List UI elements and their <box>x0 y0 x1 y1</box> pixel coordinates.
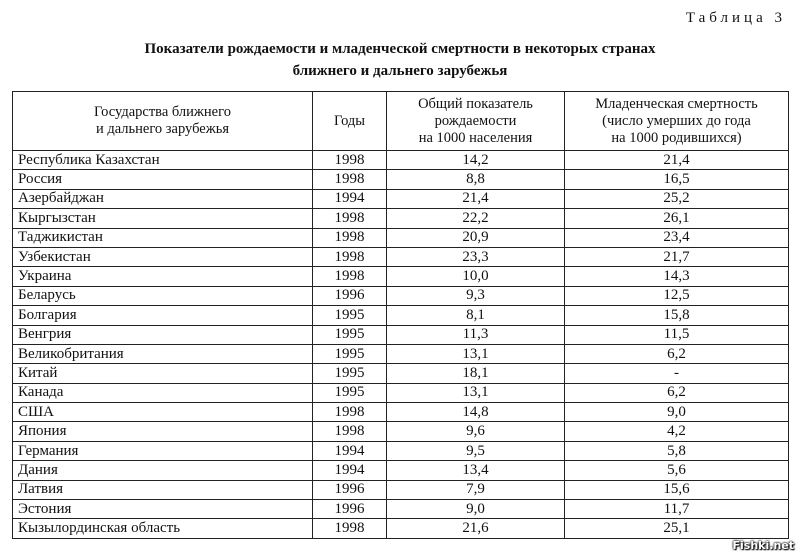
cell-year: 1998 <box>313 228 387 247</box>
cell-birth-rate: 13,1 <box>387 383 565 402</box>
table-row <box>13 480 789 499</box>
header-country-line: Государства ближнего <box>94 104 231 120</box>
cell-year: 1995 <box>313 325 387 344</box>
table-row <box>13 170 789 189</box>
cell-year: 1996 <box>313 286 387 305</box>
cell-country: Украина <box>13 267 313 286</box>
header-mortality-line: на 1000 родившихся) <box>611 129 742 146</box>
cell-birth-rate: 14,8 <box>387 403 565 422</box>
cell-birth-rate: 8,8 <box>387 170 565 189</box>
cell-birth-rate: 9,6 <box>387 422 565 441</box>
cell-country: США <box>13 403 313 422</box>
cell-infant-mortality: 15,8 <box>565 306 789 325</box>
table-row <box>13 325 789 344</box>
cell-infant-mortality: 9,0 <box>565 403 789 422</box>
cell-birth-rate: 8,1 <box>387 306 565 325</box>
table-row <box>13 286 789 305</box>
header-country <box>13 92 313 151</box>
cell-country: Узбекистан <box>13 247 313 266</box>
cell-year: 1995 <box>313 306 387 325</box>
watermark-logo: Fishki.net <box>732 539 794 552</box>
cell-infant-mortality: 25,2 <box>565 189 789 208</box>
header-birth-line: на 1000 населения <box>418 129 533 146</box>
table-header-row <box>13 92 789 151</box>
header-year <box>313 92 387 151</box>
header-year-line: Годы <box>333 112 366 129</box>
cell-year: 1995 <box>313 383 387 402</box>
cell-birth-rate: 21,4 <box>387 189 565 208</box>
cell-birth-rate: 20,9 <box>387 228 565 247</box>
cell-country: Великобритания <box>13 344 313 363</box>
cell-birth-rate: 23,3 <box>387 247 565 266</box>
cell-country: Таджикистан <box>13 228 313 247</box>
title-line-1: Показатели рождаемости и младенческой смертности в некоторых странах <box>144 41 656 57</box>
cell-infant-mortality: 23,4 <box>565 228 789 247</box>
table-row <box>13 189 789 208</box>
statistics-table <box>12 91 789 539</box>
cell-birth-rate: 10,0 <box>387 267 565 286</box>
cell-year: 1995 <box>313 364 387 383</box>
table-row <box>13 151 789 170</box>
header-infant-mortality <box>565 92 789 151</box>
cell-infant-mortality: 25,1 <box>565 519 789 538</box>
table-row <box>13 228 789 247</box>
cell-country: Кыргызстан <box>13 209 313 228</box>
cell-birth-rate: 9,3 <box>387 286 565 305</box>
table-row <box>13 383 789 402</box>
table-row <box>13 209 789 228</box>
cell-birth-rate: 7,9 <box>387 480 565 499</box>
cell-year: 1998 <box>313 519 387 538</box>
cell-birth-rate: 14,2 <box>387 151 565 170</box>
cell-birth-rate: 21,6 <box>387 519 565 538</box>
cell-infant-mortality: 6,2 <box>565 383 789 402</box>
cell-year: 1996 <box>313 480 387 499</box>
table-row <box>13 364 789 383</box>
cell-infant-mortality: 11,5 <box>565 325 789 344</box>
cell-country: Германия <box>13 441 313 460</box>
cell-infant-mortality: 6,2 <box>565 344 789 363</box>
cell-birth-rate: 9,5 <box>387 441 565 460</box>
cell-infant-mortality: 5,8 <box>565 441 789 460</box>
cell-infant-mortality: 5,6 <box>565 461 789 480</box>
table-row <box>13 519 789 538</box>
table-body <box>13 151 789 539</box>
header-mortality-line: (число умерших до года <box>602 112 751 129</box>
cell-year: 1994 <box>313 189 387 208</box>
table-row <box>13 441 789 460</box>
cell-year: 1998 <box>313 170 387 189</box>
cell-country: Канада <box>13 383 313 402</box>
cell-year: 1998 <box>313 422 387 441</box>
cell-year: 1998 <box>313 209 387 228</box>
document-title <box>0 38 800 82</box>
cell-infant-mortality: 4,2 <box>565 422 789 441</box>
cell-infant-mortality: 12,5 <box>565 286 789 305</box>
table-row <box>13 267 789 286</box>
cell-year: 1998 <box>313 403 387 422</box>
header-birth-rate <box>387 92 565 151</box>
title-line-2: ближнего и дальнего зарубежья <box>292 63 508 79</box>
cell-country: Венгрия <box>13 325 313 344</box>
cell-year: 1998 <box>313 247 387 266</box>
table-row <box>13 403 789 422</box>
cell-country: Кызылординская область <box>13 519 313 538</box>
header-country-line: и дальнего зарубежья <box>95 121 230 137</box>
cell-birth-rate: 18,1 <box>387 364 565 383</box>
cell-birth-rate: 22,2 <box>387 209 565 228</box>
cell-country: Япония <box>13 422 313 441</box>
cell-country: Беларусь <box>13 286 313 305</box>
cell-year: 1998 <box>313 151 387 170</box>
cell-country: Азербайджан <box>13 189 313 208</box>
cell-infant-mortality: 11,7 <box>565 500 789 519</box>
cell-infant-mortality: 21,7 <box>565 247 789 266</box>
cell-country: Республика Казахстан <box>13 151 313 170</box>
cell-country: Эстония <box>13 500 313 519</box>
header-birth-line: рождаемости <box>434 112 517 129</box>
cell-birth-rate: 9,0 <box>387 500 565 519</box>
header-mortality-line: Младенческая смертность <box>595 95 758 112</box>
cell-infant-mortality: 16,5 <box>565 170 789 189</box>
table-row <box>13 344 789 363</box>
cell-infant-mortality: - <box>565 364 789 383</box>
cell-country: Болгария <box>13 306 313 325</box>
table-row <box>13 500 789 519</box>
table-number-label: Таблица 3 <box>685 10 786 26</box>
table-row <box>13 247 789 266</box>
cell-year: 1994 <box>313 441 387 460</box>
cell-birth-rate: 13,4 <box>387 461 565 480</box>
cell-birth-rate: 11,3 <box>387 325 565 344</box>
table-row <box>13 461 789 480</box>
cell-infant-mortality: 26,1 <box>565 209 789 228</box>
cell-year: 1998 <box>313 267 387 286</box>
cell-country: Дания <box>13 461 313 480</box>
cell-birth-rate: 13,1 <box>387 344 565 363</box>
header-birth-line: Общий показатель <box>418 95 533 112</box>
cell-year: 1995 <box>313 344 387 363</box>
cell-country: Латвия <box>13 480 313 499</box>
table-row <box>13 422 789 441</box>
cell-country: Китай <box>13 364 313 383</box>
cell-year: 1996 <box>313 500 387 519</box>
cell-infant-mortality: 21,4 <box>565 151 789 170</box>
cell-infant-mortality: 15,6 <box>565 480 789 499</box>
cell-infant-mortality: 14,3 <box>565 267 789 286</box>
cell-year: 1994 <box>313 461 387 480</box>
cell-country: Россия <box>13 170 313 189</box>
table-row <box>13 306 789 325</box>
